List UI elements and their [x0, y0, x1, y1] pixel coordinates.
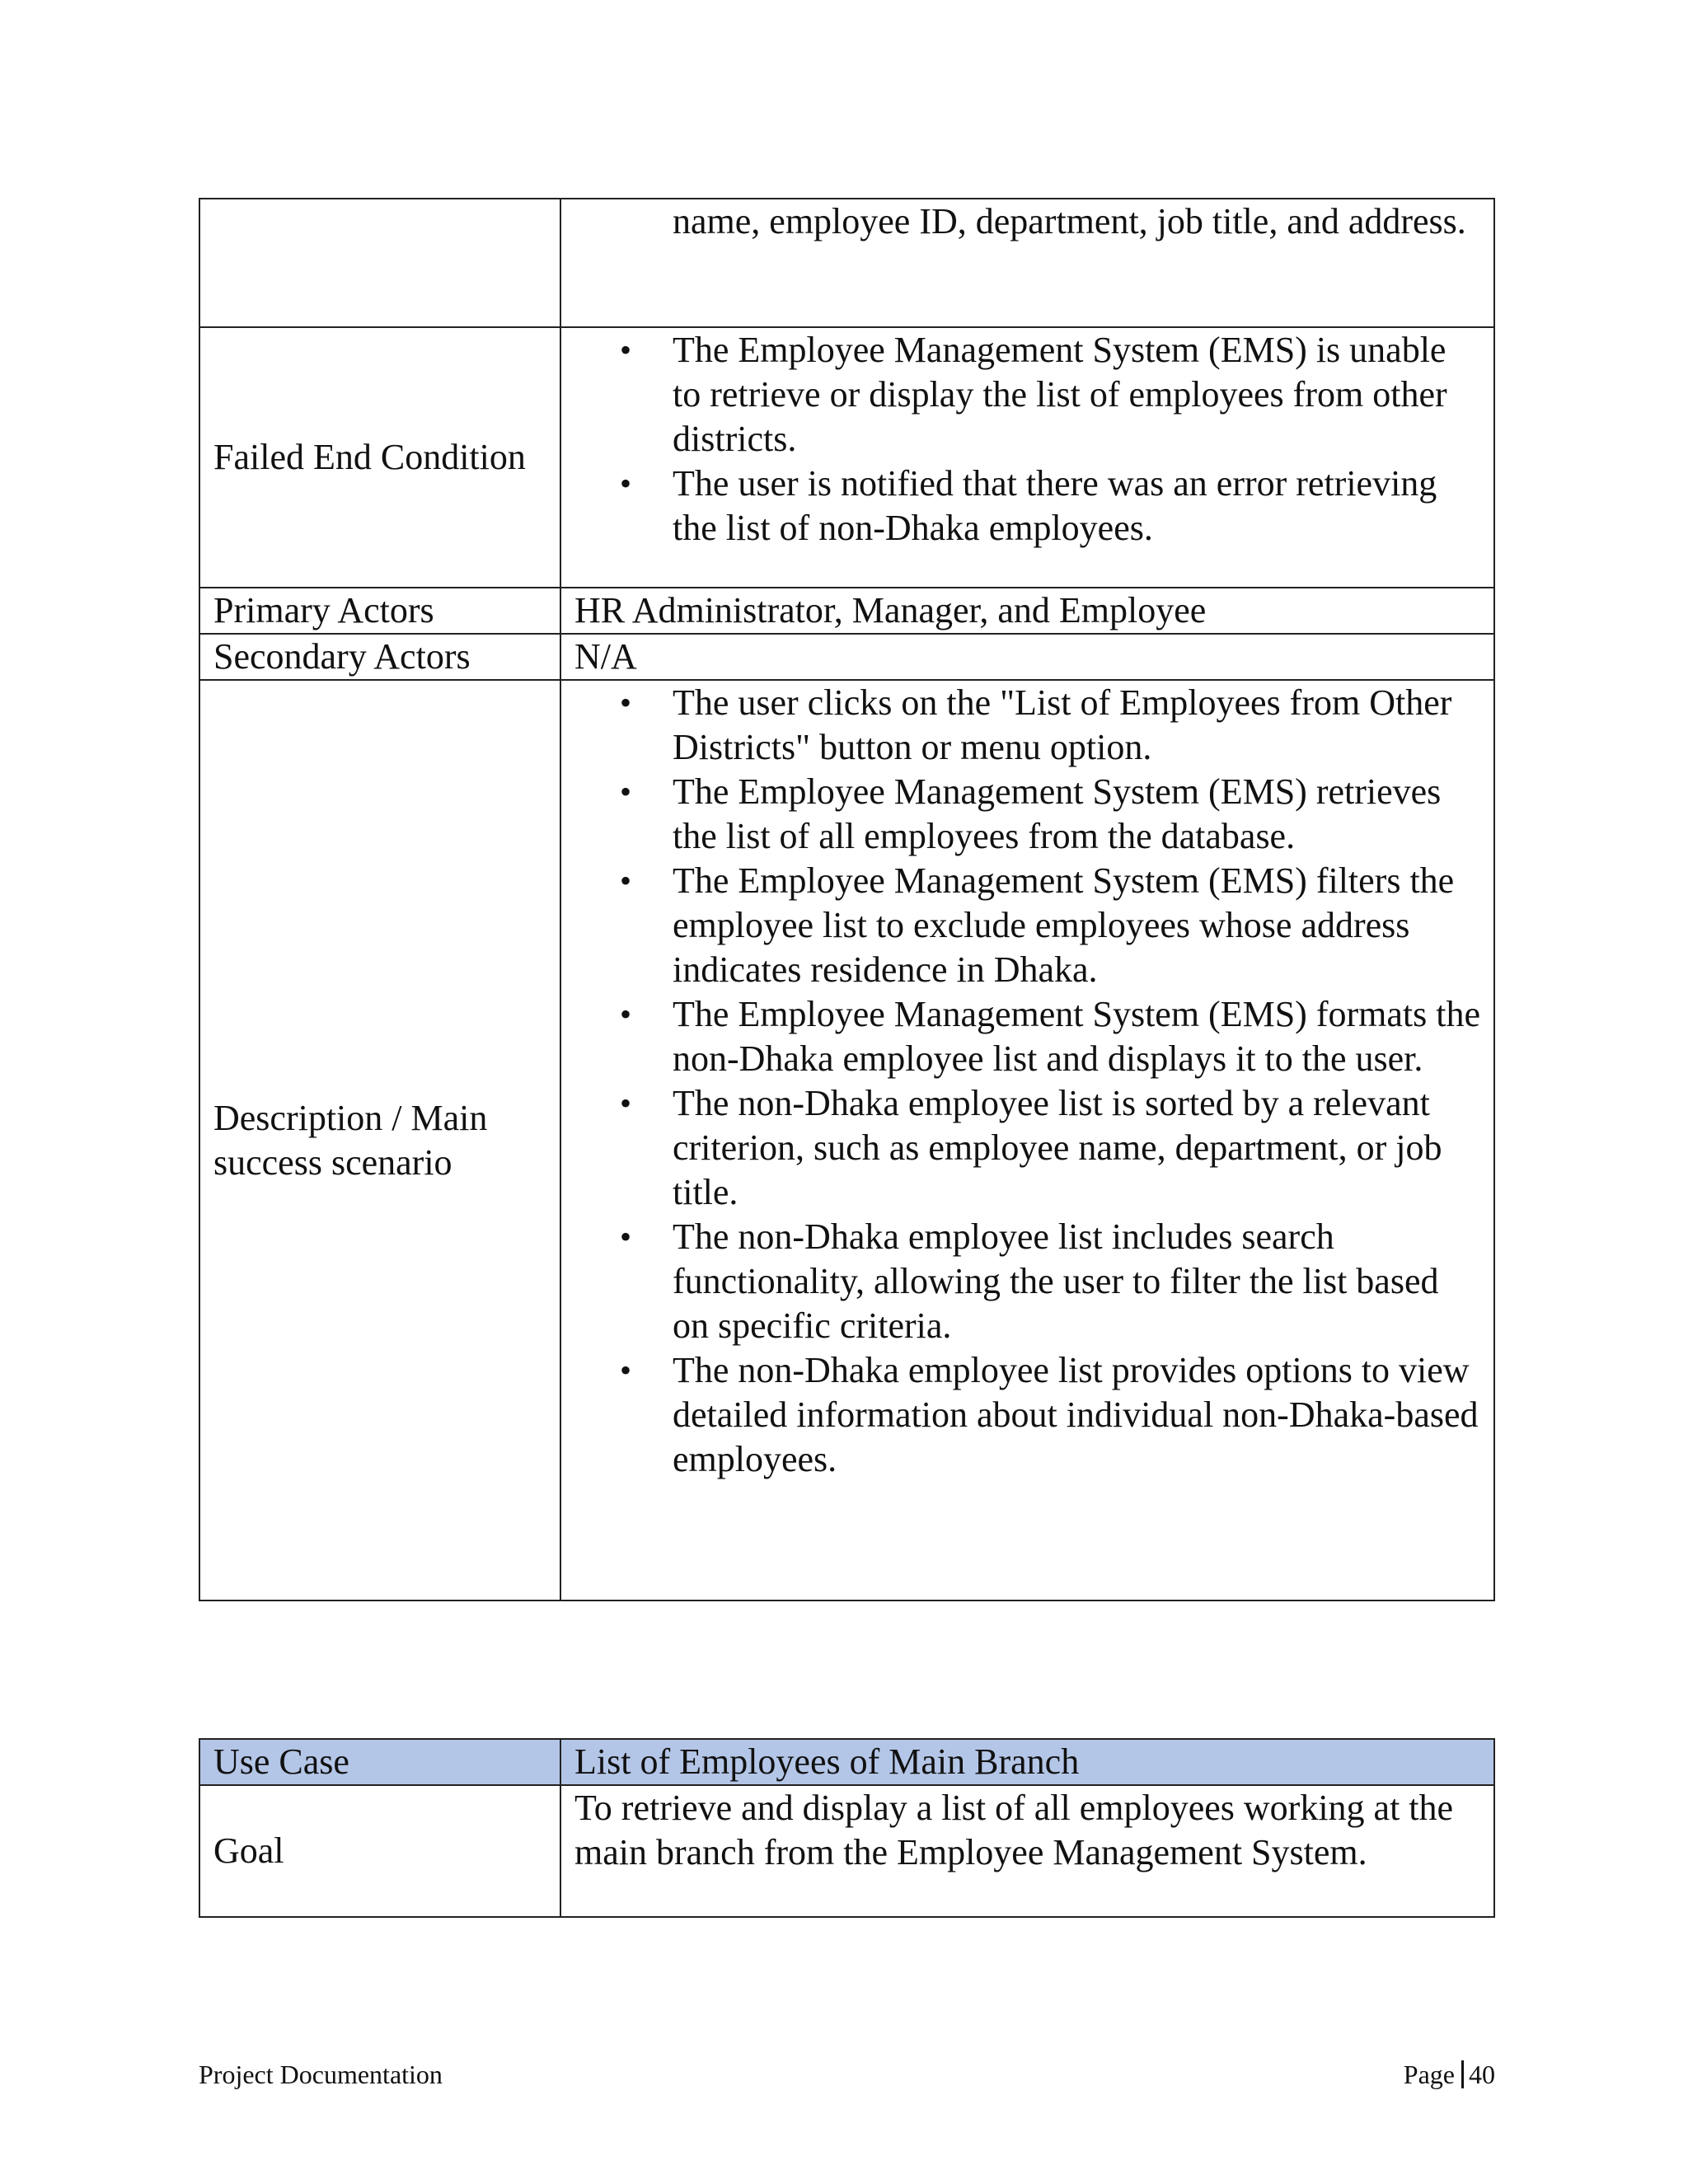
- bullet-icon: •: [620, 465, 632, 502]
- use-case-header-row: [199, 1739, 1494, 1785]
- bullet-icon: •: [620, 862, 632, 899]
- continuation-label-cell: [199, 199, 560, 327]
- primary-actors-row: [199, 588, 1494, 634]
- list-item: • The user clicks on the "List of Employees from Other Districts" button or menu option.: [620, 682, 1452, 767]
- list-item: • The non-Dhaka employee list includes search functionality, allowing the user to filter the list based on specific criteria.: [620, 1216, 1439, 1346]
- primary-actors-value: HR Administrator, Manager, and Employee: [560, 588, 1494, 634]
- continuation-row: [199, 199, 1494, 327]
- list-item: • The Employee Management System (EMS) is unable to retrieve or display the list of employees from other districts.: [620, 330, 1447, 459]
- description-value: [560, 680, 1494, 1601]
- list-item: • The Employee Management System (EMS) retrieves the list of all employees from the database.: [620, 771, 1442, 856]
- use-case-table-continued: [199, 198, 1495, 1601]
- failed-end-condition-label: Failed End Condition: [199, 327, 560, 588]
- footer-page-number: [1404, 2058, 1495, 2091]
- description-row: [199, 680, 1494, 1601]
- bullet-icon: •: [620, 331, 632, 368]
- page-separator: [1461, 2060, 1464, 2088]
- bullet-icon: •: [620, 1085, 632, 1122]
- list-item: • The Employee Management System (EMS) filters the employee list to exclude employees whose address indicates residence in Dhaka.: [620, 860, 1455, 990]
- continuation-text: name, employee ID, department, job title, and address.: [673, 201, 1466, 241]
- bullet-icon: •: [620, 996, 632, 1033]
- bullet-icon: •: [620, 1352, 632, 1389]
- footer-document-title: Project Documentation: [199, 2060, 443, 2089]
- goal-label: Goal: [199, 1785, 560, 1917]
- secondary-actors-row: [199, 634, 1494, 680]
- bullet-icon: •: [620, 1218, 632, 1255]
- bullet-icon: •: [620, 684, 632, 721]
- use-case-table-main-branch: [199, 1738, 1495, 1918]
- list-item: • The user is notified that there was an error retrieving the list of non-Dhaka employees.: [620, 463, 1437, 548]
- page-label: Page: [1403, 2060, 1455, 2089]
- secondary-actors-label: Secondary Actors: [199, 634, 560, 680]
- secondary-actors-value: N/A: [560, 634, 1494, 680]
- failed-end-condition-value: [560, 327, 1494, 588]
- primary-actors-label: Primary Actors: [199, 588, 560, 634]
- description-list: [574, 681, 1480, 1482]
- page-number: 40: [1469, 2060, 1495, 2089]
- list-item: • The non-Dhaka employee list provides options to view detailed information about individual non-Dhaka-based employees.: [620, 1350, 1479, 1479]
- list-item: • The non-Dhaka employee list is sorted by a relevant criterion, such as employee name, department, or job title.: [620, 1083, 1442, 1212]
- use-case-label: Use Case: [199, 1739, 560, 1785]
- description-label: Description / Main success scenario: [199, 680, 560, 1601]
- bullet-icon: •: [620, 773, 632, 810]
- failed-end-condition-row: [199, 327, 1494, 588]
- list-item: • The Employee Management System (EMS) formats the non-Dhaka employee list and displays it to the user.: [620, 994, 1480, 1079]
- use-case-title: List of Employees of Main Branch: [560, 1739, 1494, 1785]
- failed-end-condition-list: [574, 328, 1480, 551]
- goal-value: To retrieve and display a list of all employees working at the main branch from the Employee Management System.: [560, 1785, 1494, 1917]
- continuation-value-cell: [560, 199, 1494, 327]
- goal-row: [199, 1785, 1494, 1917]
